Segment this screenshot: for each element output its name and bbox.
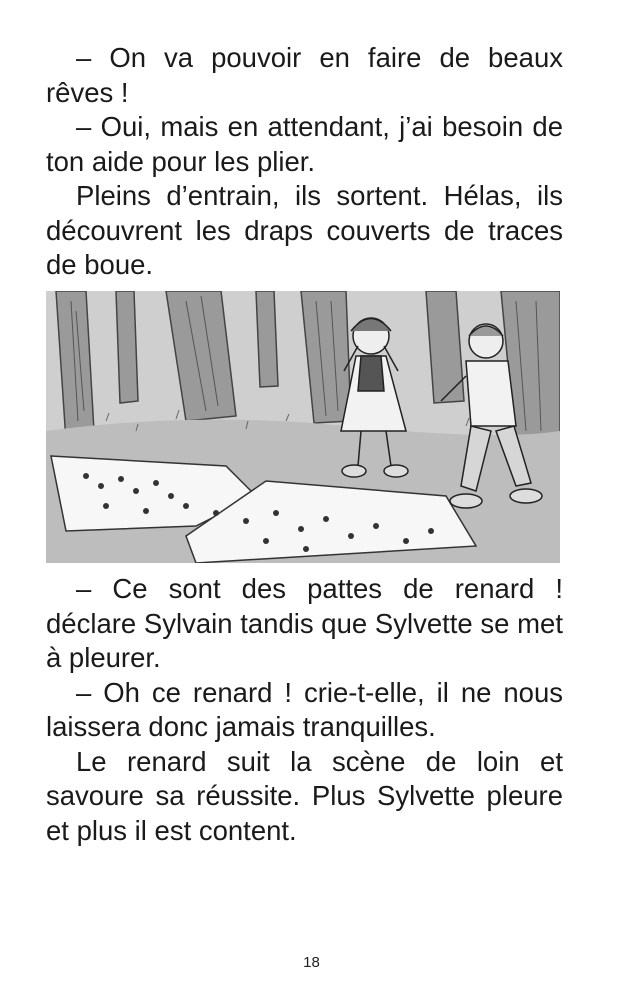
text-block-bottom	[46, 572, 563, 848]
paragraph: – Oui, mais en attendant, j’ai besoin de ton aide pour les plier.	[46, 111, 563, 177]
paragraph: Le renard suit la scène de loin et savoure sa réussite. Plus Sylvette pleure et plus il est content.	[46, 745, 563, 846]
forest-illustration	[46, 291, 560, 563]
text-block-top	[46, 41, 563, 283]
paragraph: – Ce sont des pattes de renard ! déclare Sylvain tandis que Sylvette se met à pleurer.	[46, 573, 563, 673]
illustration-drawing	[46, 291, 560, 563]
page-number: 18	[303, 954, 320, 971]
paragraph: – On va pouvoir en faire de beaux rêves !	[46, 42, 563, 108]
paragraph: – Oh ce renard ! crie-t-elle, il ne nous laissera donc jamais tranquilles.	[46, 676, 563, 742]
paragraph: Pleins d’entrain, ils sortent. Hélas, ils découvrent les draps couverts de traces de boue.	[46, 180, 563, 280]
